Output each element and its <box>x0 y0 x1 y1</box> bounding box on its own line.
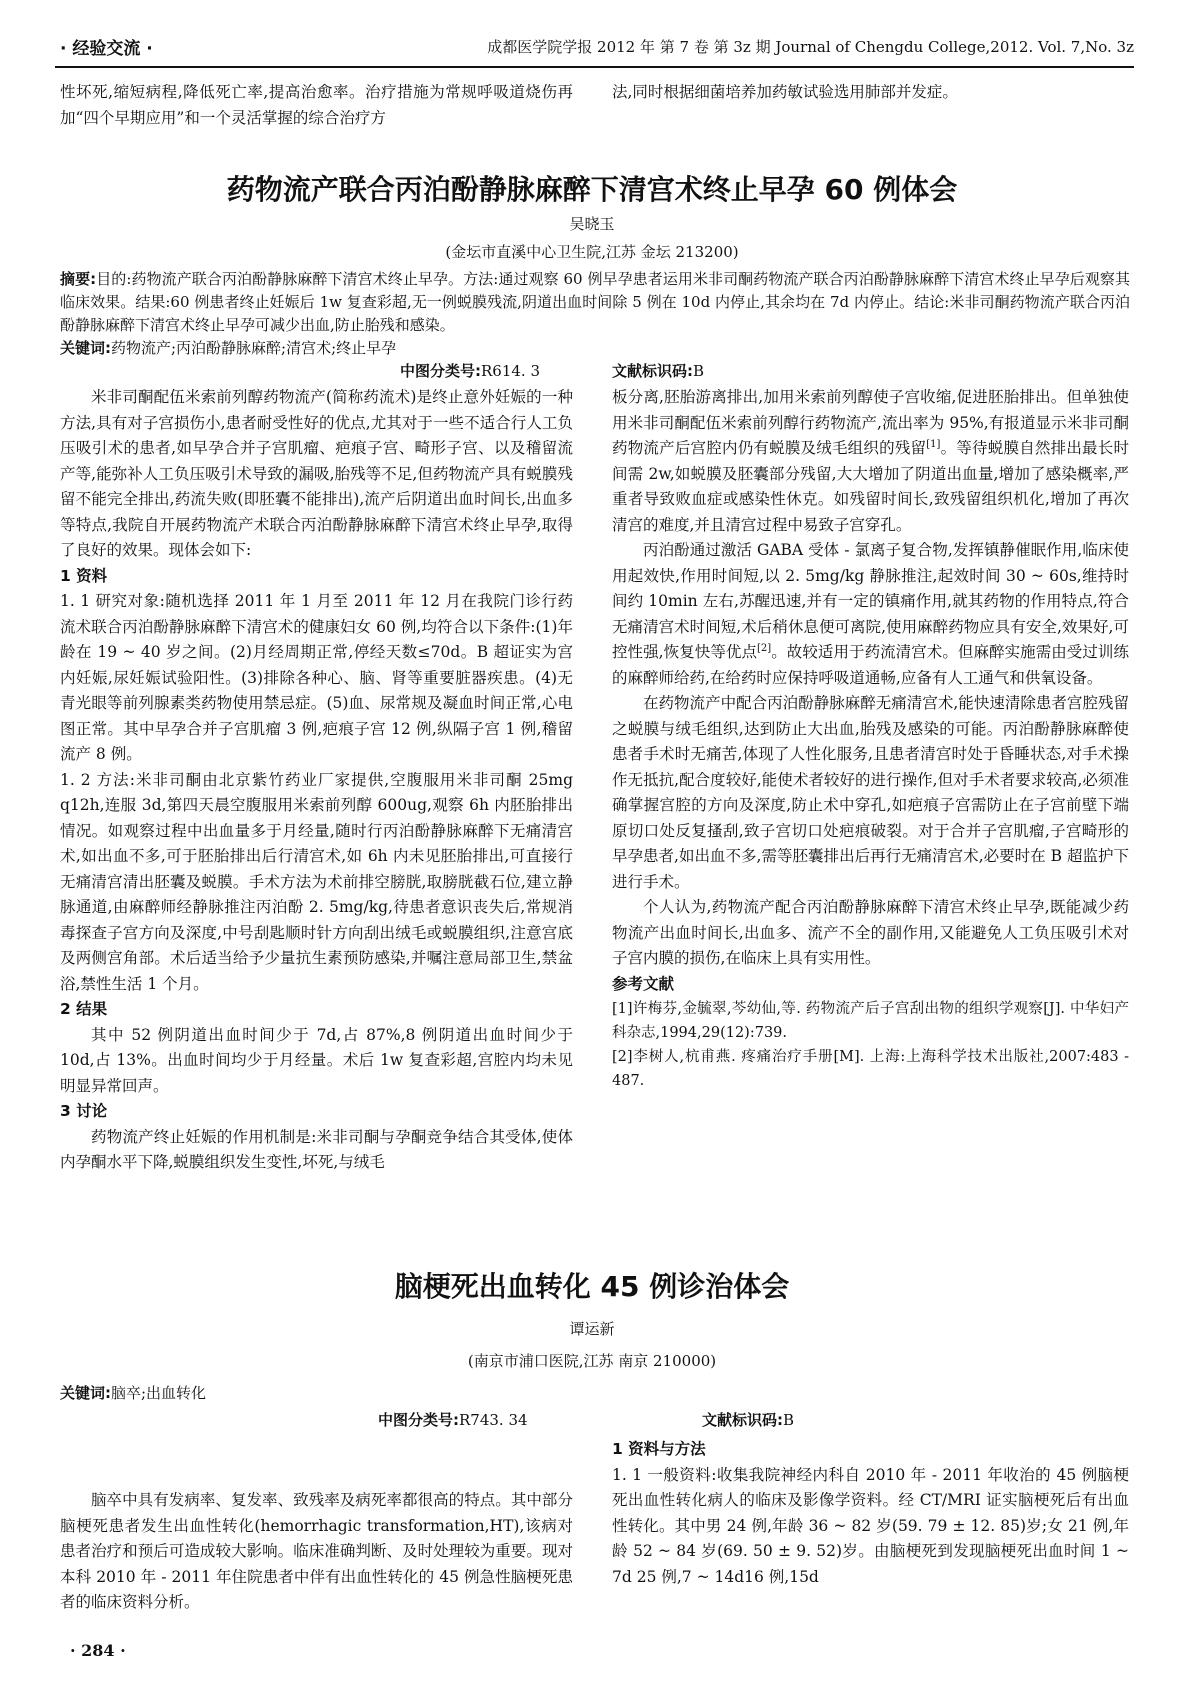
section-heading: 2 结果 <box>60 1000 108 1018</box>
section-label: · 经验交流 · <box>60 39 153 59</box>
citation-mark: [2] <box>757 642 772 654</box>
carryover-left: 性坏死,缩短病程,降低死亡率,提高治愈率。治疗措施为常规呼吸道烧伤再加“四个早期应用”和一个灵活掌握的综合治疗方 <box>60 83 573 127</box>
intro-paragraph: 米非司酮配伍米索前列醇药物流产(简称药流术)是终止意外妊娠的一种方法,具有对子宫损伤小,患者耐受性好的优点,尤其对于一些不适合行人工负压吸引术的患者,如早孕合并子宫肌瘤、疤痕子宫、畸形子宫、以及稽留流产等,能弥补人工负压吸引术导致的漏吸,胎残等不足,但药物流产具有蜕膜残留不能完全排出,药流失败(即胚囊不能排出),流产后阴道出血时间长,出血多等特点,我院自开展药物流产术联合丙泊酚静脉麻醉下清宫术终止早孕,取得了良好的效果。现体会如下: <box>60 388 573 559</box>
paragraph: 板分离,胚胎游离排出,加用米索前列醇使子宫收缩,促进胚胎排出。但单独使用米非司酮配伍米索前列醇行药物流产,流出率为 95%,有报道显示米非司酮药物流产后宫腔内仍有蜕膜及绒毛组织的残留[1]。等待蜕膜自然排出最长时间需 2w,如蜕膜及胚囊部分残留,大大增加了阴道出血量,增加了感染概率,严重者导致败血症或感染性休克。如残留时间长,致残留组织机化,增加了再次清宫的难度,并且清宫过程中易致子宫穿孔。 <box>612 388 1129 534</box>
article2-left-column <box>60 1488 573 1616</box>
abstract-text: 目的:药物流产联合丙泊酚静脉麻醉下清宫术终止早孕。方法:通过观察 60 例早孕患者运用米非司酮药物流产联合丙泊酚静脉麻醉下清宫术终止早孕后观察其临床效果。结果:60 例患者终止妊娠后 1w 复查彩超,无一例蜕膜残流,阴道出血时间除 5 例在 10d 内停止,其余均在 7d 内停止。结论:米非司酮药物流产联合丙泊酚静脉麻醉下清宫术终止早孕可减少出血,防止胎残和感染。 <box>60 270 1130 334</box>
section-heading: 1 资料与方法 <box>612 1440 706 1458</box>
article2-right-column <box>612 1437 1129 1590</box>
article1-doc-code: 文献标识码:B <box>612 362 705 380</box>
paragraph: 丙泊酚通过激活 GABA 受体 - 氯离子复合物,发挥镇静催眠作用,临床使用起效快,作用时间短,以 2. 5mg/kg 静脉推注,起效时间 30 ~ 60s,维持时间约 10min 左右,苏醒迅速,并有一定的镇痛作用,就其药物的作用特点,符合无痛清宫术时间短,术后稍休息便可离院,使用麻醉药物应具有安全,效果好,可控性强,恢复快等优点[2]。故较适用于药流清宫术。但麻醉实施需由受过训练的麻醉师给药,在给药时应保持呼吸道通畅,应备有人工通气和供氧设备。 <box>612 541 1129 687</box>
citation-mark: [1] <box>926 438 941 450</box>
paragraph: 1. 1 研究对象:随机选择 2011 年 1 月至 2011 年 12 月在我院门诊行药流术联合丙泊酚静脉麻醉下清宫术的健康妇女 60 例,均符合以下条件:(1)年龄在 19 ~ 40 岁之间。(2)月经周期正常,停经天数≤70d。B 超证实为宫内妊娠,尿妊娠试验阳性。(3)排除各种心、脑、肾等重要脏器疾患。(4)无青光眼等前列腺素类药物使用禁忌症。(5)血、尿常规及凝血时间正常,心电图正常。其中早孕合并子宫肌瘤 3 例,疤痕子宫 12 例,纵隔子宫 1 例,稽留流产 8 例。 <box>60 592 573 763</box>
carryover-right: 法,同时根据细菌培养加药敏试验选用肺部并发症。 <box>612 83 958 101</box>
article1-title: 药物流产联合丙泊酚静脉麻醉下清宫术终止早孕 60 例体会 <box>226 173 958 206</box>
section-heading: 3 讨论 <box>60 1102 108 1120</box>
article1-left-column <box>60 385 573 1176</box>
article1-clc: 中图分类号:R614. 3 <box>400 362 541 380</box>
paragraph: 其中 52 例阴道出血时间少于 7d,占 87%,8 例阴道出血时间少于 10d,占 13%。出血时间均少于月经量。术后 1w 复查彩超,宫腔内均未见明显异常回声。 <box>60 1025 573 1095</box>
references-heading: 参考文献 <box>612 974 675 993</box>
keywords-label: 关键词: <box>60 339 111 357</box>
article1-affiliation: (金坛市直溪中心卫生院,江苏 金坛 213200) <box>445 243 739 261</box>
article1-abstract <box>60 268 1130 337</box>
paragraph: 药物流产终止妊娠的作用机制是:米非司酮与孕酮竞争结合其受体,使体内孕酮水平下降,蜕膜组织发生变性,坏死,与绒毛 <box>60 1127 573 1171</box>
journal-citation: 成都医学院学报 2012 年 第 7 卷 第 3z 期 Journal of Chengdu College,2012. Vol. 7,No. 3z <box>487 38 1134 56</box>
paragraph: 1. 2 方法:米非司酮由北京紫竹药业厂家提供,空腹服用米非司酮 25mg q12h,连服 3d,第四天晨空腹服用米索前列醇 600ug,观察 6h 内胚胎排出情况。如观察过程中出血量多于月经量,随时行丙泊酚静脉麻醉下无痛清宫术,如出血不多,可于胚胎排出后行清宫术,如 6h 内未见胚胎排出,可直接行无痛清宫清出胚囊及蜕膜。手术方法为术前排空膀胱,取膀胱截石位,建立静脉通道,由麻醉师经静脉推注丙泊酚 2. 5mg/kg,待患者意识丧失后,常规消毒探查子宫方向及深度,中号刮匙顺时针方向刮出绒毛或蜕膜组织,注意宫底及两侧宫角部。术后适当给予少量抗生素预防感染,并嘱注意局部卫生,禁盆浴,禁性生活 1 个月。 <box>60 770 573 993</box>
paragraph: 个人认为,药物流产配合丙泊酚静脉麻醉下清宫术终止早孕,既能减少药物流产出血时间长,出血多、流产不全的副作用,又能避免人工负压吸引术对子宫内膜的损伤,在临床上具有实用性。 <box>612 898 1129 967</box>
paragraph: 在药物流产中配合丙泊酚静脉麻醉无痛清宫术,能快速清除患者宫腔残留之蜕膜与绒毛组织,达到防止大出血,胎残及感染的可能。丙泊酚静脉麻醉使患者手术时无痛苦,体现了人性化服务,且患者清宫时处于昏睡状态,对手术操作无抵抗,配合度较好,能使术者较好的进行操作,但对手术者要求较高,必须准确掌握宫腔的方向及深度,防止术中穿孔,如疤痕子宫需防止在子宫前壁下端原切口处反复搔刮,致子宫切口处疤痕破裂。对于合并子宫肌瘤,子宫畸形的早孕患者,如出血不多,需等胚囊排出后再行无痛清宫术,必要时在 B 超监护下进行手术。 <box>612 694 1129 891</box>
paragraph: 1. 1 一般资料:收集我院神经内科自 2010 年 - 2011 年收治的 45 例脑梗死出血性转化病人的临床及影像学资料。经 CT/MRI 证实脑梗死后有出血性转化。其中男 24 例,年龄 36 ~ 82 岁(59. 79 ± 12. 85)岁;女 21 例,年龄 52 ~ 84 岁(69. 50 ± 9. 52)岁。由脑梗死到发现脑梗死出血时间 1 ~ 7d 25 例,7 ~ 14d16 例,15d <box>612 1465 1129 1586</box>
article2-affiliation: (南京市浦口医院,江苏 南京 210000) <box>467 1352 717 1370</box>
article2-clc: 中图分类号:R743. 34 <box>378 1411 528 1429</box>
article2-doc-code: 文献标识码:B <box>702 1411 795 1429</box>
article1-right-column <box>612 385 1129 1093</box>
paragraph: 脑卒中具有发病率、复发率、致残率及病死率都很高的特点。其中部分脑梗死患者发生出血性转化(hemorrhagic transformation,HT),该病对患者治疗和预后可造成较大影响。临床准确判断、及时处理较为重要。现对本科 2010 年 - 2011 年住院患者中伴有出血性转化的 45 例急性脑梗死患者的临床资料分析。 <box>60 1491 573 1611</box>
reference-item: [2]李树人,杭甫燕. 疼痛治疗手册[M]. 上海:上海科学技术出版社,2007:483 - 487. <box>612 1049 1129 1089</box>
header-rule <box>55 66 1134 68</box>
section-heading: 1 资料 <box>60 566 108 585</box>
page-number: · 284 · <box>70 1641 126 1660</box>
article2-keywords: 关键词:脑卒;出血转化 <box>60 1384 207 1402</box>
article2-title: 脑梗死出血转化 45 例诊治体会 <box>394 1270 790 1303</box>
abstract-label: 摘要: <box>60 270 97 288</box>
article1-author: 吴晓玉 <box>569 215 615 233</box>
keywords-text: 药物流产;丙泊酚静脉麻醉;清宫术;终止早孕 <box>111 339 397 357</box>
article1-keywords <box>60 337 1130 360</box>
article2-author: 谭运新 <box>569 1320 615 1338</box>
reference-item: [1]许梅芬,金毓翠,芩幼仙,等. 药物流产后子宫刮出物的组织学观察[J]. 中华妇产科杂志,1994,29(12):739. <box>612 1001 1129 1041</box>
